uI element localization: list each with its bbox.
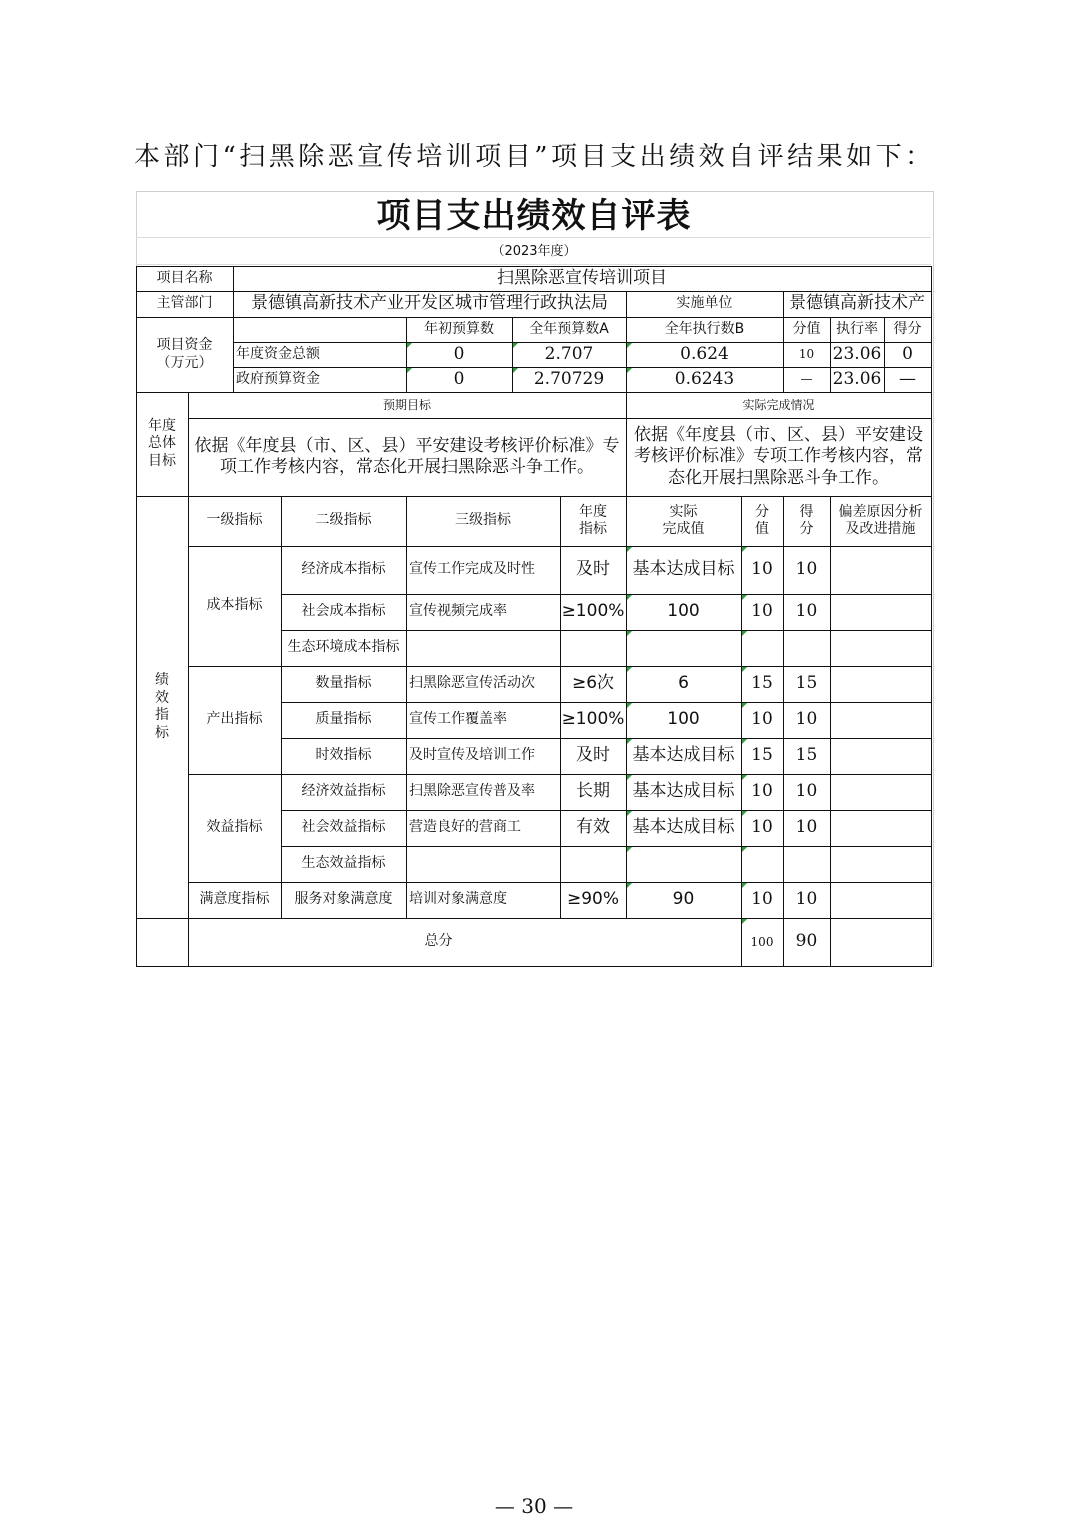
cell-marker	[627, 368, 632, 373]
weight-cell: 10	[751, 817, 773, 838]
goal-actual-text: 依据《年度县（市、区、县）平安建设考核评价标准》专项工作考核内容，常态化开展扫黑除恶斗争工作。	[634, 425, 923, 488]
weight-cell: 15	[751, 745, 773, 766]
cell-marker	[742, 595, 747, 600]
cell-marker	[742, 847, 747, 852]
deviation-cell	[830, 882, 931, 918]
funds-cell-score-weight: 10	[798, 347, 815, 361]
level2-cell: 社会成本指标	[301, 603, 386, 620]
funds-cell-score: —	[899, 368, 916, 389]
total-weight: 100	[750, 934, 774, 949]
cell-marker	[513, 368, 518, 373]
perf-header-level1: 一级指标	[206, 512, 263, 529]
score-cell: 10	[795, 781, 818, 802]
score-cell	[783, 630, 830, 666]
funds-cell-score-weight: —	[800, 372, 813, 386]
cell-marker	[407, 343, 412, 348]
score-cell: 10	[795, 817, 818, 838]
dept-label: 主管部门	[156, 295, 213, 312]
score-cell: 10	[795, 559, 818, 580]
level2-cell: 经济效益指标	[301, 783, 386, 800]
funds-cell-exec-rate: 23.06	[832, 368, 882, 389]
score-cell: 10	[795, 889, 818, 910]
funds-cell-initial-budget: 0	[453, 368, 465, 389]
group-satisfaction: 满意度指标	[199, 891, 270, 908]
level3-cell: 扫黑除恶宣传活动次	[409, 675, 535, 692]
cell-marker	[627, 595, 632, 600]
funds-label: 项目资金 （万元）	[156, 337, 213, 371]
intro-text: 本部门“扫黑除恶宣传培训项目”项目支出绩效自评结果如下：	[134, 142, 935, 172]
weight-cell: 15	[751, 673, 773, 694]
funds-header-initial-budget: 年初预算数	[424, 320, 494, 337]
level2-cell: 服务对象满意度	[294, 891, 393, 908]
cell-marker	[742, 883, 747, 888]
score-cell: 15	[795, 673, 818, 694]
target-cell: 长期	[576, 781, 610, 802]
score-cell	[783, 846, 830, 882]
funds-header-exec-rate: 执行率	[836, 320, 878, 337]
table-rule	[931, 317, 932, 393]
perf-header-weight: 分 值	[755, 503, 769, 537]
weight-cell: 10	[751, 889, 773, 910]
cell-marker	[627, 667, 632, 672]
group-cost: 成本指标	[206, 597, 263, 614]
target-cell	[560, 846, 626, 882]
level3-cell: 宣传工作覆盖率	[409, 711, 507, 728]
funds-header-score-weight: 分值	[792, 320, 821, 337]
target-cell: ≥100%	[561, 601, 625, 622]
funds-cell-annual-budget-a: 2.707	[544, 343, 594, 364]
actual-cell: 基本达成目标	[632, 745, 735, 766]
level2-cell: 质量指标	[315, 711, 372, 728]
total-label: 总分	[424, 933, 453, 950]
deviation-cell	[830, 666, 931, 702]
weight-cell: 10	[751, 709, 773, 730]
actual-cell: 90	[672, 889, 695, 910]
cell-marker	[742, 775, 747, 780]
table-rule	[830, 918, 831, 967]
level2-cell: 社会效益指标	[301, 819, 386, 836]
funds-header-score: 得分	[893, 320, 922, 337]
actual-cell	[626, 846, 741, 882]
funds-cell-initial-budget: 0	[453, 343, 465, 364]
cell-marker	[627, 775, 632, 780]
cell-marker	[742, 703, 747, 708]
cell-marker	[407, 368, 412, 373]
perf-header-score: 得 分	[799, 503, 814, 537]
actual-cell: 基本达成目标	[632, 781, 735, 802]
level3-cell	[406, 846, 560, 882]
weight-cell	[741, 846, 783, 882]
deviation-cell	[830, 774, 931, 810]
cell-marker	[513, 343, 518, 348]
target-cell: 及时	[576, 559, 610, 580]
impl-value: 景德镇高新技术产	[789, 293, 925, 314]
perf-header-actual-value: 实际 完成值	[662, 503, 705, 537]
table-year: （2023年度）	[491, 244, 577, 259]
deviation-cell	[830, 810, 931, 846]
level3-cell: 培训对象满意度	[409, 891, 507, 908]
table-rule	[931, 496, 932, 919]
deviation-cell	[830, 594, 931, 630]
funds-header-annual-budget-a: 全年预算数A	[529, 320, 609, 337]
deviation-cell	[830, 846, 931, 882]
actual-cell: 基本达成目标	[632, 817, 735, 838]
deviation-cell	[830, 546, 931, 594]
cell-marker	[742, 667, 747, 672]
project-name-label: 项目名称	[156, 269, 213, 286]
cell-marker	[627, 547, 632, 552]
cell-marker	[742, 631, 747, 636]
funds-cell-annual-exec-b: 0.6243	[674, 368, 735, 389]
group-output: 产出指标	[206, 711, 263, 728]
target-cell: 有效	[576, 817, 610, 838]
cell-marker	[627, 631, 632, 636]
goal-actual-label: 实际完成情况	[742, 397, 815, 412]
goal-expected-text: 依据《年度县（市、区、县）平安建设考核评价标准》专项工作考核内容，常态化开展扫黑除恶斗争工作。	[194, 435, 620, 477]
weight-cell	[741, 630, 783, 666]
funds-cell-score: 0	[902, 343, 913, 364]
cell-marker	[627, 703, 632, 708]
funds-cell-annual-budget-a: 2.70729	[533, 368, 605, 389]
target-cell: 及时	[576, 745, 610, 766]
target-cell: ≥100%	[561, 709, 625, 730]
target-cell: ≥6次	[571, 673, 615, 694]
dept-value: 景德镇高新技术产业开发区城市管理行政执法局	[251, 293, 608, 314]
actual-cell	[626, 630, 741, 666]
target-cell	[560, 630, 626, 666]
level3-cell	[406, 630, 560, 666]
goal-expected-label: 预期目标	[382, 397, 431, 412]
weight-cell: 10	[751, 781, 773, 802]
deviation-cell	[830, 738, 931, 774]
guide-line	[136, 264, 931, 265]
guide-line	[136, 237, 931, 238]
cell-marker	[627, 343, 632, 348]
level2-cell: 经济成本指标	[301, 561, 386, 578]
funds-row-label: 政府预算资金	[236, 370, 320, 387]
actual-cell: 100	[667, 709, 700, 730]
page-number: — 30 —	[494, 1494, 574, 1518]
level3-cell: 及时宣传及培训工作	[409, 747, 535, 764]
weight-cell: 10	[751, 559, 773, 580]
deviation-cell	[830, 630, 931, 666]
funds-cell-annual-exec-b: 0.624	[680, 343, 729, 364]
actual-cell: 100	[667, 601, 700, 622]
actual-cell: 基本达成目标	[632, 559, 735, 580]
cell-marker	[627, 811, 632, 816]
funds-row-label: 年度资金总额	[236, 345, 320, 362]
cell-marker	[742, 547, 747, 552]
cell-marker	[742, 811, 747, 816]
funds-cell-exec-rate: 23.06	[832, 343, 882, 364]
level3-cell: 宣传视频完成率	[409, 603, 507, 620]
perf-label: 绩 效 指 标	[155, 672, 169, 741]
goal-label: 年度 总体 目标	[148, 417, 176, 469]
level2-cell: 数量指标	[315, 675, 372, 692]
perf-header-level3: 三级指标	[455, 512, 511, 529]
total-score: 90	[795, 931, 818, 952]
table-rule	[136, 966, 932, 967]
perf-header-level2: 二级指标	[315, 512, 372, 529]
level2-cell: 时效指标	[315, 747, 372, 764]
score-cell: 10	[795, 709, 818, 730]
deviation-cell	[830, 702, 931, 738]
level2-cell: 生态效益指标	[301, 855, 386, 872]
cell-marker	[627, 883, 632, 888]
perf-header-annual-target: 年度 指标	[579, 503, 607, 537]
weight-cell: 10	[751, 601, 773, 622]
perf-header-deviation: 偏差原因分析 及改进措施	[838, 503, 923, 537]
cell-marker	[627, 847, 632, 852]
cell-marker	[627, 739, 632, 744]
impl-label: 实施单位	[676, 295, 733, 312]
actual-cell: 6	[678, 673, 689, 694]
level3-cell: 营造良好的营商工	[409, 819, 521, 836]
level3-cell: 宣传工作完成及时性	[409, 561, 535, 578]
cell-marker	[742, 919, 747, 924]
score-cell: 10	[795, 601, 818, 622]
table-title: 项目支出绩效自评表	[376, 196, 692, 236]
level3-cell: 扫黑除恶宣传普及率	[409, 783, 535, 800]
project-name-value: 扫黑除恶宣传培训项目	[497, 267, 667, 288]
score-cell: 15	[795, 745, 818, 766]
target-cell: ≥90%	[566, 889, 620, 910]
group-benefit: 效益指标	[206, 819, 263, 836]
level2-cell: 生态环境成本指标	[287, 639, 400, 656]
funds-header-annual-exec-b: 全年执行数B	[664, 320, 745, 337]
cell-marker	[742, 739, 747, 744]
